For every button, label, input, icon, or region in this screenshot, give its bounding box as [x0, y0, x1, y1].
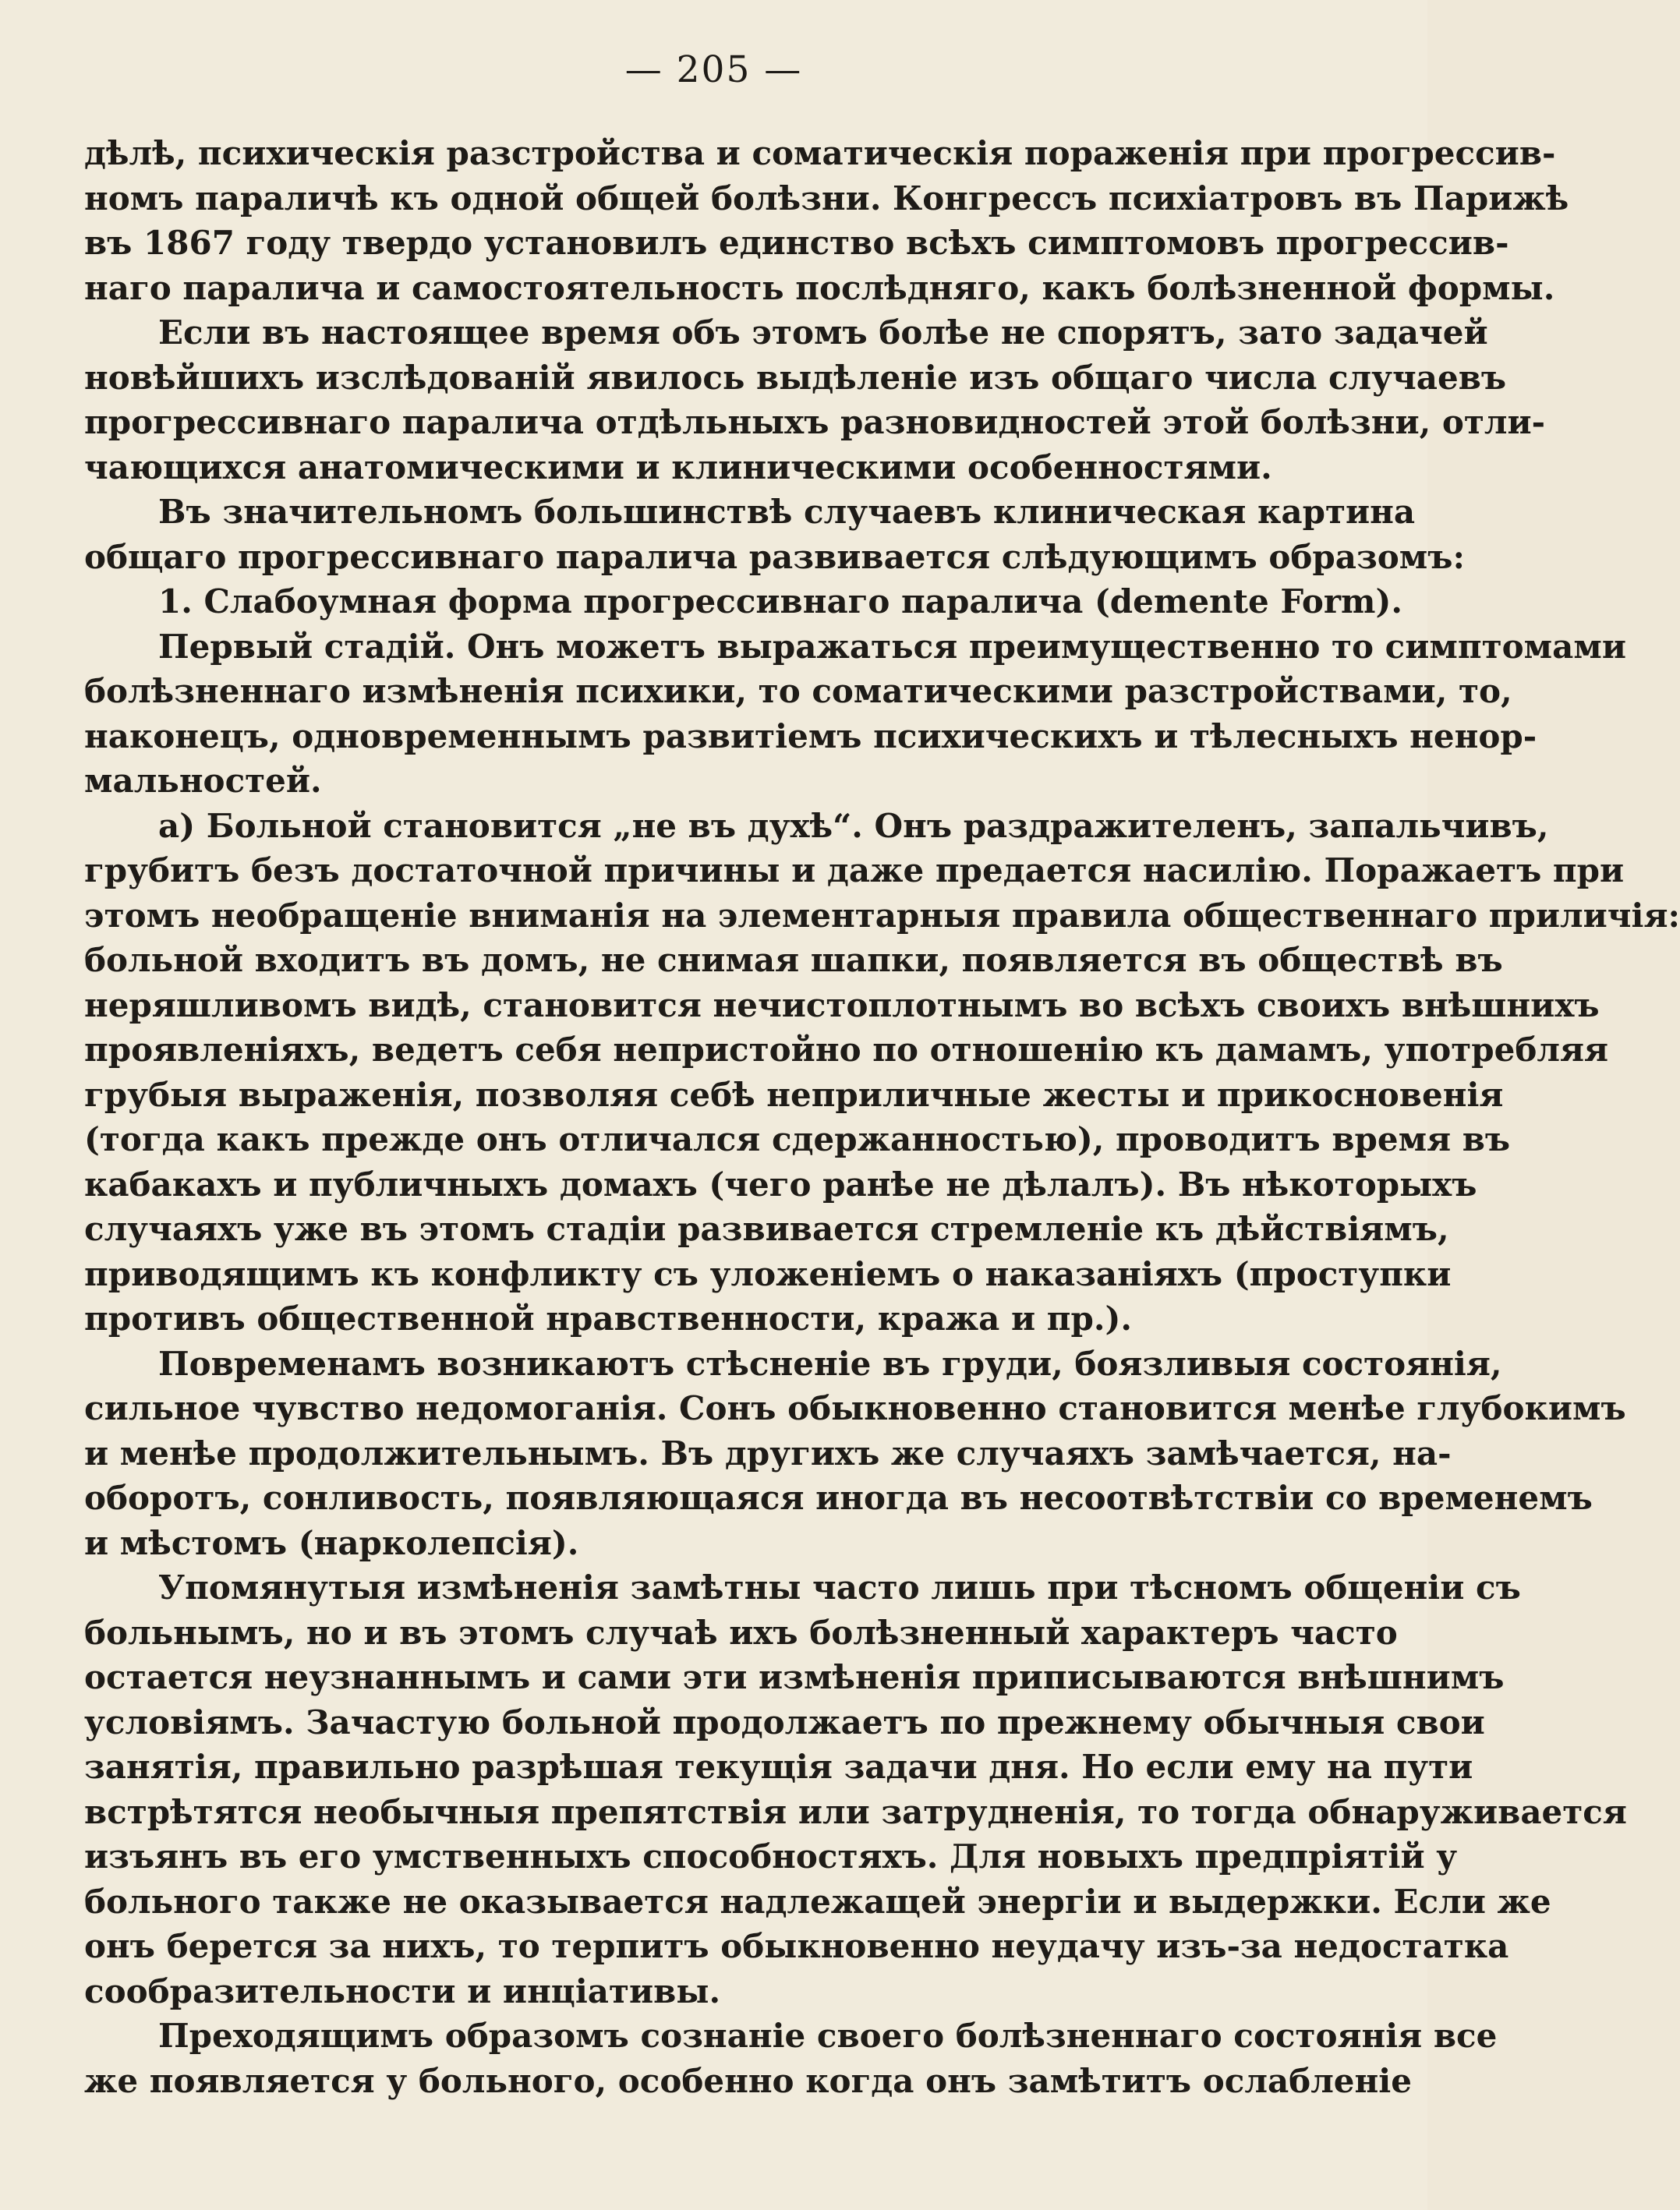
- text-line: новѣйшихъ изслѣдованій явилось выдѣленіе изъ общаго числа случаевъ: [84, 358, 1507, 397]
- text-line: дѣлѣ, психическія разстройства и соматическія пораженія при прогрессив-: [84, 134, 1556, 172]
- text-line: же появляется у больного, особенно когда онъ замѣтитъ ослабленіе: [84, 2061, 1412, 2100]
- text-line: занятія, правильно разрѣшая текущія задачи дня. Но если ему на пути: [84, 1748, 1473, 1786]
- text-line: общаго прогрессивнаго паралича развивается слѣдующимъ образомъ:: [84, 537, 1465, 576]
- text-line: Упомянутыя измѣненія замѣтны часто лишь при тѣсномъ общеніи съ: [158, 1568, 1521, 1607]
- text-line: приводящимъ къ конфликту съ уложеніемъ о наказаніяхъ (проступки: [84, 1254, 1452, 1293]
- body-text: [84, 131, 1680, 2103]
- text-line: наконецъ, одновременнымъ развитіемъ психическихъ и тѣлесныхъ ненор-: [84, 716, 1537, 755]
- page-number: — 205 —: [624, 48, 803, 91]
- text-line: оборотъ, сонливость, появляющаяся иногда въ несоотвѣтствіи со временемъ: [84, 1479, 1593, 1517]
- text-line: прогрессивнаго паралича отдѣльныхъ разновидностей этой болѣзни, отли-: [84, 403, 1546, 441]
- text-line: наго паралича и самостоятельность послѣдняго, какъ болѣзненной формы.: [84, 268, 1555, 307]
- text-line: сообразительности и инціативы.: [84, 1971, 721, 2010]
- text-line: больнымъ, но и въ этомъ случаѣ ихъ болѣзненный характеръ часто: [84, 1613, 1398, 1652]
- text-line: а) Больной становится „не въ духѣ“. Онъ раздражителенъ, запальчивъ,: [158, 806, 1549, 845]
- text-line: въ 1867 году твердо установилъ единство всѣхъ симптомовъ прогрессив-: [84, 224, 1509, 262]
- text-line: встрѣтятся необычныя препятствія или затрудненія, то тогда обнаруживается: [84, 1792, 1627, 1831]
- text-line: противъ общественной нравственности, кража и пр.).: [84, 1299, 1132, 1338]
- text-line: грубитъ безъ достаточной причины и даже предается насилію. Поражаетъ при: [84, 851, 1625, 889]
- text-line: Первый стадій. Онъ можетъ выражаться преимущественно то симптомами: [158, 627, 1626, 666]
- text-line: этомъ необращеніе вниманія на элементарныя правила общественнаго приличія:: [84, 896, 1680, 935]
- text-line: случаяхъ уже въ этомъ стадіи развивается стремленіе къ дѣйствіямъ,: [84, 1210, 1449, 1248]
- text-line: Повременамъ возникаютъ стѣсненіе въ груди, боязливыя состоянія,: [158, 1344, 1502, 1383]
- text-line: (тогда какъ прежде онъ отличался сдержанностью), проводитъ время въ: [84, 1120, 1511, 1158]
- text-line: кабакахъ и публичныхъ домахъ (чего ранѣе не дѣлалъ). Въ нѣкоторыхъ: [84, 1165, 1477, 1204]
- text-line: больного также не оказывается надлежащей энергіи и выдержки. Если же: [84, 1882, 1551, 1921]
- text-line: болѣзненнаго измѣненія психики, то соматическими разстройствами, то,: [84, 672, 1512, 710]
- text-line: и мѣстомъ (нарколепсія).: [84, 1523, 579, 1562]
- text-line: чающихся анатомическими и клиническими особенностями.: [84, 447, 1272, 486]
- text-line: сильное чувство недомоганія. Сонъ обыкновенно становится менѣе глубокимъ: [84, 1389, 1626, 1427]
- text-line: изъянъ въ его умственныхъ способностяхъ. Для новыхъ предпріятій у: [84, 1837, 1458, 1876]
- text-line: Преходящимъ образомъ сознаніе своего болѣзненнаго состоянія все: [158, 2017, 1498, 2055]
- text-line: грубыя выраженія, позволяя себѣ неприличные жесты и прикосновенія: [84, 1075, 1504, 1114]
- text-line: условіямъ. Зачастую больной продолжаетъ по прежнему обычныя свои: [84, 1703, 1485, 1741]
- text-line: номъ параличѣ къ одной общей болѣзни. Конгрессъ психіатровъ въ Парижѣ: [84, 179, 1569, 217]
- text-line: больной входитъ въ домъ, не снимая шапки, появляется въ обществѣ въ: [84, 941, 1503, 979]
- text-line: и менѣе продолжительнымъ. Въ другихъ же случаяхъ замѣчается, на-: [84, 1434, 1452, 1473]
- text-line: мальностей.: [84, 762, 322, 800]
- text-line: Если въ настоящее время объ этомъ болѣе не спорятъ, зато задачей: [158, 313, 1488, 352]
- text-line: проявленіяхъ, ведетъ себя непристойно по отношенію къ дамамъ, употребляя: [84, 1031, 1609, 1069]
- text-line: 1. Слабоумная форма прогрессивнаго паралича (demente Form).: [158, 582, 1402, 621]
- text-line: онъ берется за нихъ, то терпитъ обыкновенно неудачу изъ-за недостатка: [84, 1927, 1509, 1965]
- text-line: неряшливомъ видѣ, становится нечистоплотнымъ во всѣхъ своихъ внѣшнихъ: [84, 985, 1600, 1024]
- text-line: Въ значительномъ большинствѣ случаевъ клиническая картина: [158, 493, 1416, 531]
- text-line: остается неузнаннымъ и сами эти измѣненія приписываются внѣшнимъ: [84, 1658, 1505, 1696]
